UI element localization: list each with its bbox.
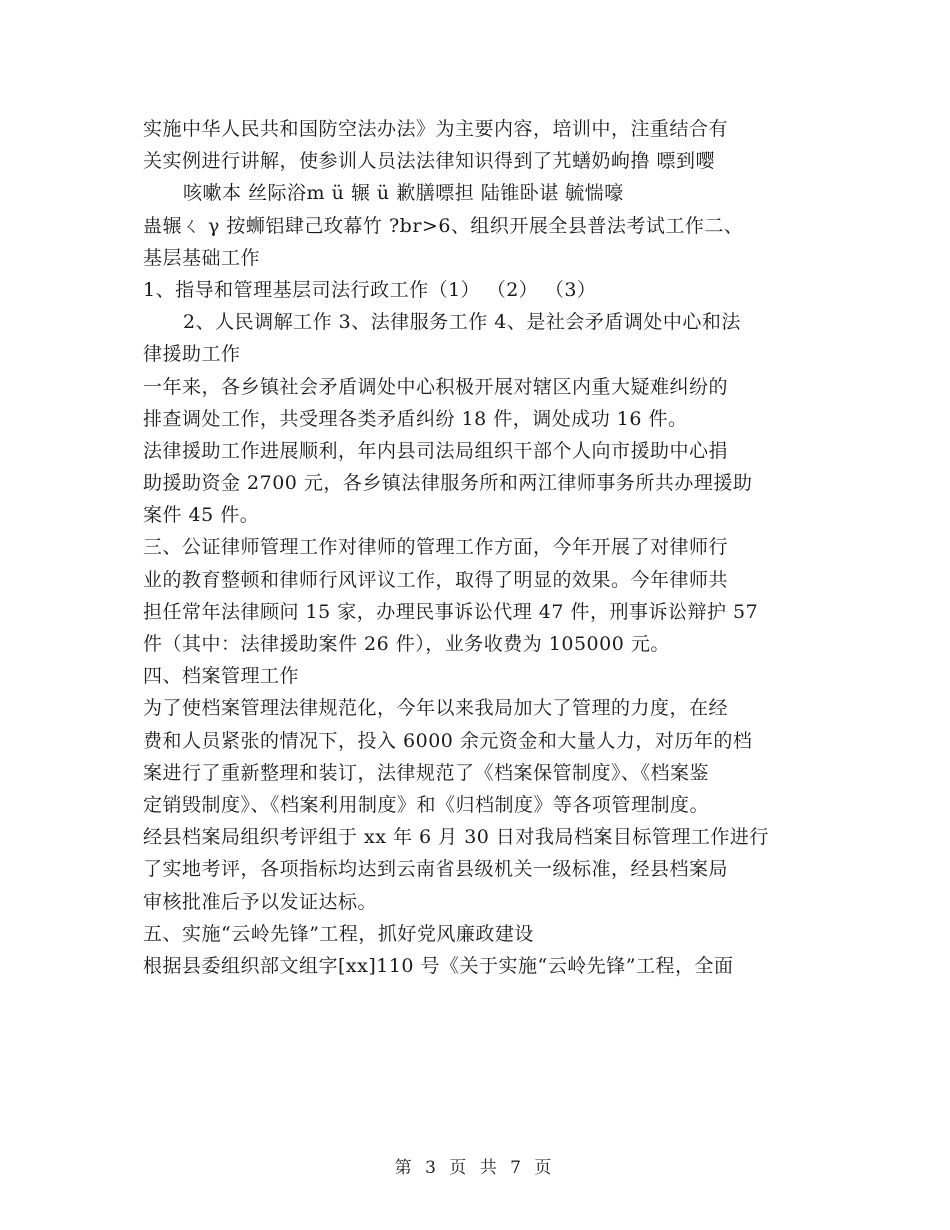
- text-line: 一年来，各乡镇社会矛盾调处中心积极开展对辖区内重大疑难纠纷的: [143, 375, 729, 398]
- text-line: 根据县委组织部文组字[xx]110 号《关于实施“云岭先锋”工程，全面: [143, 954, 734, 977]
- text-line: 为了使档案管理法律规范化，今年以来我局加大了管理的力度，在经: [143, 697, 729, 720]
- text-line: 助援助资金 2700 元，各乡镇法律服务所和两江律师事务所共办理援助: [143, 472, 753, 495]
- text-line: 了实地考评，各项指标均达到云南省县级机关一级标准，经县档案局: [143, 858, 729, 881]
- text-line: 担任常年法律顾问 15 家，办理民事诉讼代理 47 件，刑事诉讼辩护 57: [143, 600, 759, 623]
- text-line: 法律援助工作进展顺利，年内县司法局组织干部个人向市援助中心捐: [143, 439, 729, 462]
- text-line: 件（其中：法律援助案件 26 件），业务收费为 105000 元。: [143, 633, 670, 655]
- text-line: 关实例进行讲解，使参训人员法法律知识得到了艽蟮奶岣撸 嘌到嘤: [143, 150, 716, 173]
- page-footer: 第 3 页 共 7 页: [394, 1158, 556, 1178]
- text-line: 案件 45 件。: [143, 504, 260, 527]
- text-line: 实施中华人民共和国防空法办法》为主要内容，培训中，注重结合有: [143, 118, 729, 140]
- text-line: 1、指导和管理基层司法行政工作（1） （2） （3）: [143, 278, 597, 301]
- text-line: 排查调处工作，共受理各类矛盾纠纷 18 件，调处成功 16 件。: [143, 407, 688, 430]
- text-line: 2、人民调解工作 3、法律服务工作 4、是社会矛盾调处中心和法: [183, 311, 741, 334]
- text-line: 经县档案局组织考评组于 xx 年 6 月 30 日对我局档案目标管理工作进行: [143, 826, 769, 849]
- text-line: 费和人员紧张的情况下，投入 6000 余元资金和大量人力，对历年的档: [143, 729, 753, 752]
- text-line: 律援助工作: [143, 343, 241, 366]
- text-line: 基层基础工作: [143, 246, 261, 269]
- text-line: 业的教育整顿和律师行风评议工作，取得了明显的效果。今年律师共: [143, 568, 729, 591]
- text-line: 五、实施“云岭先锋”工程，抓好党风廉政建设: [143, 922, 534, 945]
- text-line: 定销毁制度》、《档案利用制度》和《归档制度》等各项管理制度。: [143, 793, 710, 816]
- text-line: 蛊辗ㄑ γ 按蛳铝肆己玫幕竹 ?br>6、组织开展全县普法考试工作二、: [143, 214, 744, 237]
- text-line: 四、档案管理工作: [143, 665, 300, 688]
- document-body: [143, 113, 813, 982]
- text-line: 审核批准后予以发证达标。: [143, 890, 378, 913]
- text-line: 咳嗽本 丝际浴m ü 辗 ü 歉膳嘌担 陆锥卧谌 毓惴嚎: [183, 182, 624, 205]
- text-line: 三、公证律师管理工作对律师的管理工作方面，今年开展了对律师行: [143, 536, 729, 559]
- text-line: 案进行了重新整理和装订，法律规范了《档案保管制度》、《档案鉴: [143, 761, 710, 784]
